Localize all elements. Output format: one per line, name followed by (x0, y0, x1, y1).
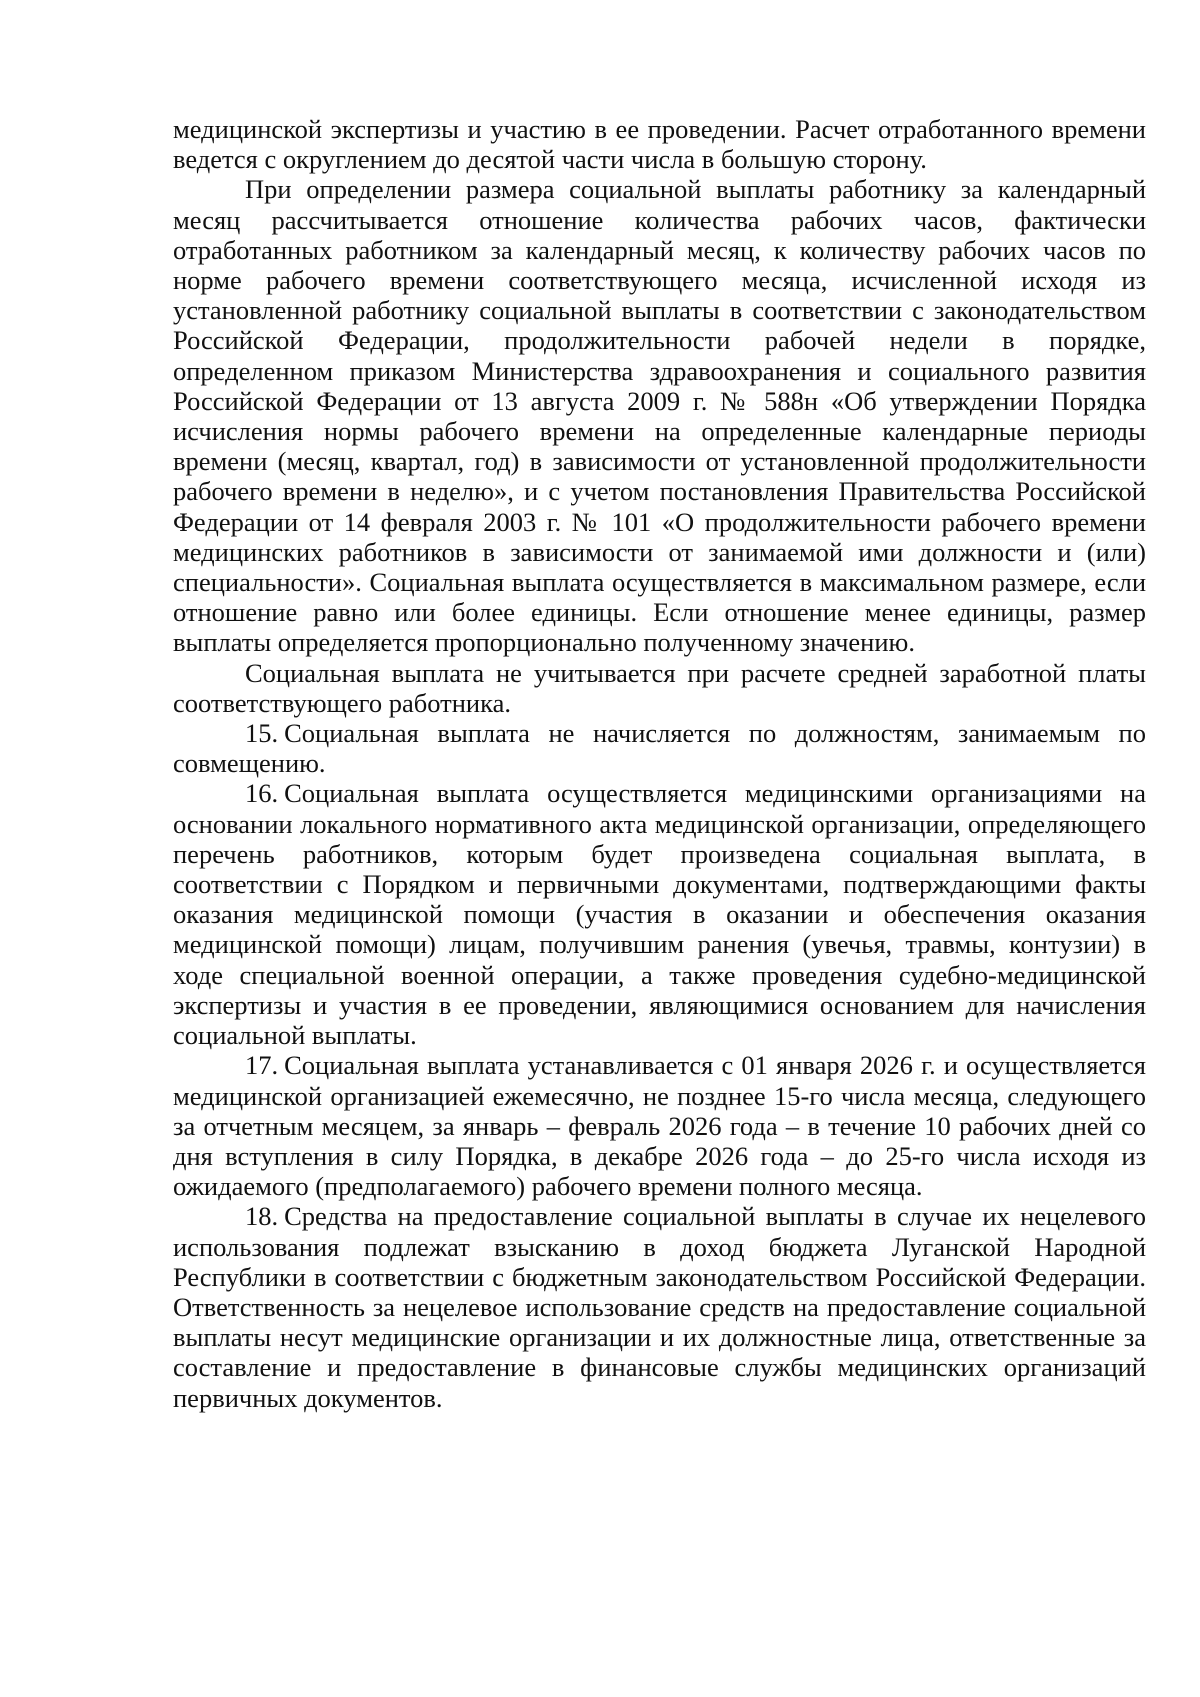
paragraph-text: При определении размера социальной выплаты работнику за календарный месяц рассчитывается отношение количества рабочих часов, фактически отработанных работником за календарный месяц, к количеству рабочих часов по норме рабочего времени соответствующего месяца, исчисленной исходя из установленной работнику социальной выплаты в соответствии с законодательством Российской Федерации, продолжительности рабочей недели в порядке, определенном приказом Министерства здравоохранения и социального развития Российской Федерации от 13 августа 2009 г. № 588н «Об утверждении Порядка исчисления нормы рабочего времени на определенные календарные периоды времени (месяц, квартал, год) в зависимости от установленной продолжительности рабочего времени в неделю», и с учетом постановления Правительства Российской Федерации от 14 февраля 2003 г. № 101 «О продолжительности рабочего времени медицинских работников в зависимости от занимаемой ими должности и (или) специальности». Социальная выплата осуществляется в максимальном размере, если отношение равно или более единицы. Если отношение менее единицы, размер выплаты определяется пропорционально полученному значению. (173, 174, 1146, 658)
paragraph-15 (173, 718, 1146, 778)
paragraph-text: Социальная выплата осуществляется медицинскими организациями на основании локального нормативного акта медицинской организации, определяющего перечень работников, которым будет произведена социальная выплата, в соответствии с Порядком и первичными документами, подтверждающими факты оказания медицинской помощи (участия в оказании и обеспечения оказания медицинской помощи) лицам, получившим ранения (увечья, травмы, контузии) в ходе специальной военной операции, а также проведения судебно-медицинской экспертизы и участия в ее проведении, являющимися основанием для начисления социальной выплаты. (173, 778, 1146, 1051)
paragraph-number: 15. (245, 718, 279, 749)
paragraph-16 (173, 778, 1146, 1050)
paragraph-average-salary (173, 658, 1146, 718)
paragraph-18 (173, 1201, 1146, 1412)
paragraph-continuation (173, 114, 1146, 174)
paragraph-text: Социальная выплата устанавливается с 01 января 2026 г. и осуществляется медицинской организацией ежемесячно, не позднее 15-го числа месяца, следующего за отчетным месяцем, за январь – февраль 2026 года – в течение 10 рабочих дней со дня вступления в силу Порядка, в декабре 2026 года – до 25-го числа исходя из ожидаемого (предполагаемого) рабочего времени полного месяца. (173, 1050, 1146, 1202)
paragraph-number: 18. (245, 1201, 279, 1232)
paragraph-number: 16. (245, 778, 279, 809)
paragraph-number: 17. (245, 1050, 279, 1081)
paragraph-text: Социальная выплата не начисляется по должностям, занимаемым по совмещению. (173, 718, 1146, 779)
paragraph-17 (173, 1050, 1146, 1201)
paragraph-text: медицинской экспертизы и участию в ее проведении. Расчет отработанного времени ведется с округлением до десятой части числа в большую сторону. (173, 114, 1146, 175)
document-page (173, 114, 1146, 1413)
paragraph-text: Средства на предоставление социальной выплаты в случае их нецелевого использования подлежат взысканию в доход бюджета Луганской Народной Республики в соответствии с бюджетным законодательством Российской Федерации. Ответственность за нецелевое использование средств на предоставление социальной выплаты несут медицинские организации и их должностные лица, ответственные за составление и предоставление в финансовые службы медицинских организаций первичных документов. (173, 1201, 1146, 1413)
paragraph-calculation (173, 174, 1146, 657)
paragraph-text: Социальная выплата не учитывается при расчете средней заработной платы соответствующего работника. (173, 657, 1146, 718)
